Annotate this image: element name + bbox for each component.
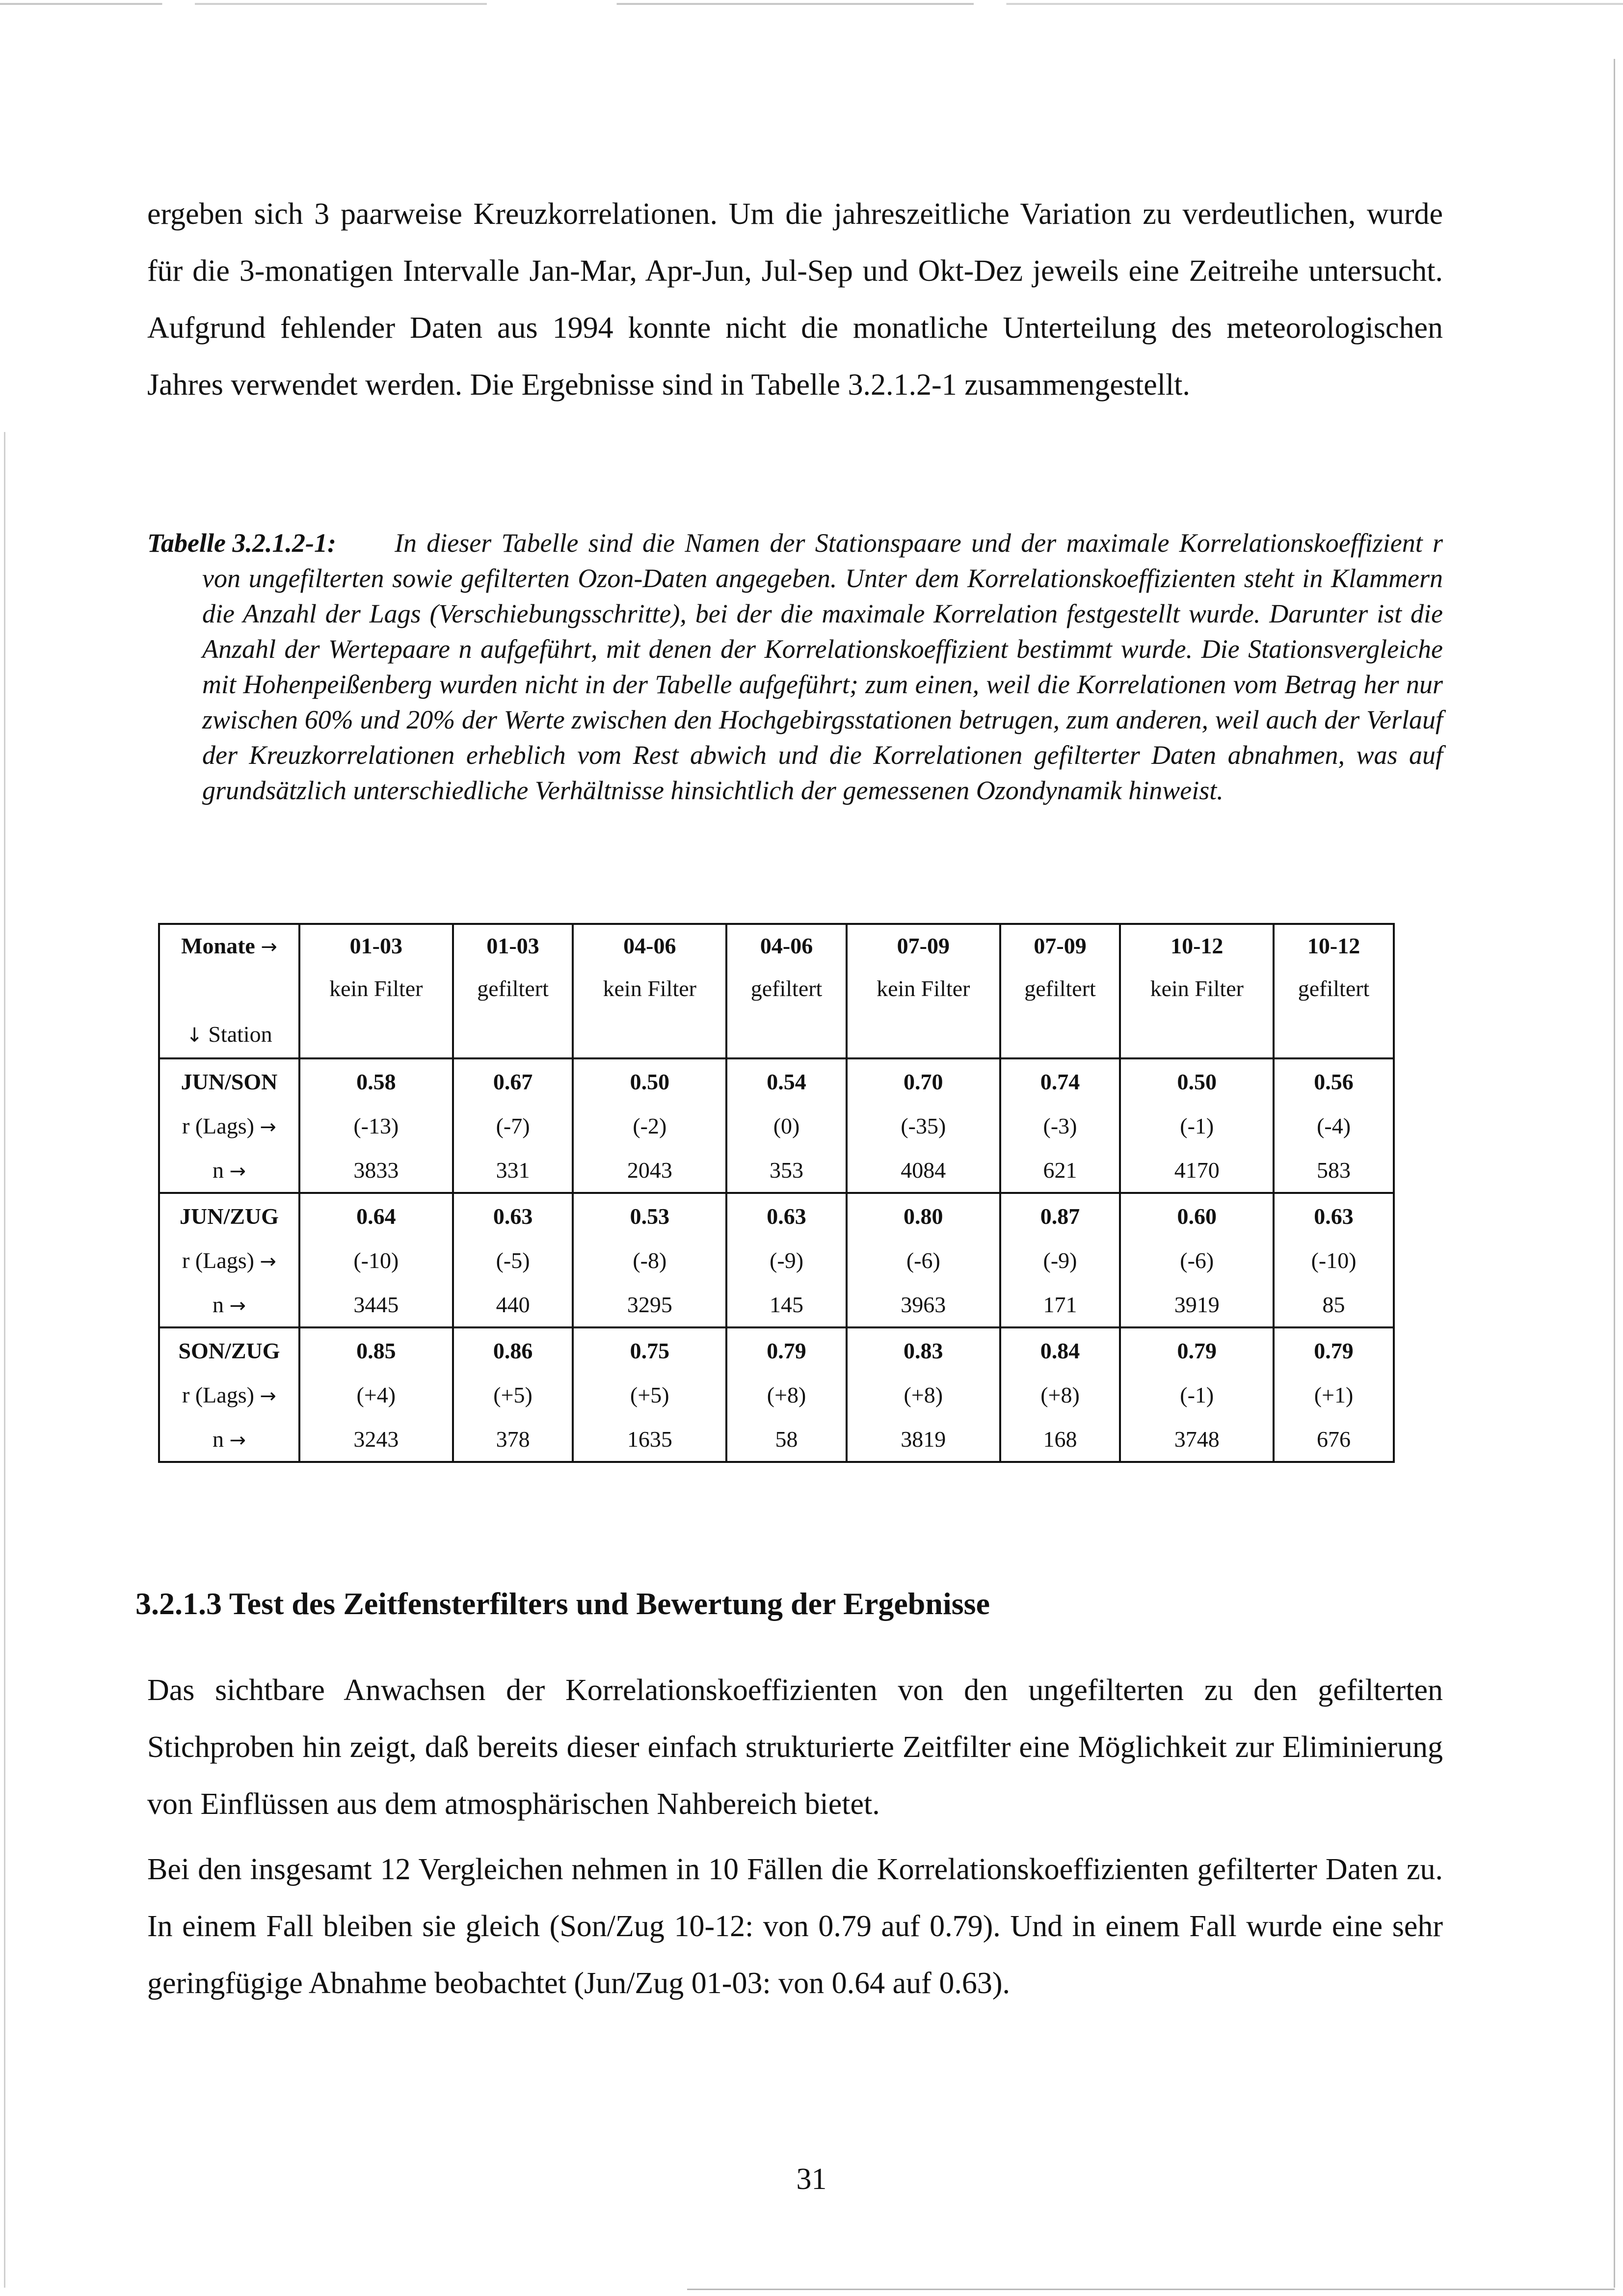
lag-value: (0) xyxy=(726,1104,847,1148)
lag-value: (-6) xyxy=(847,1238,1000,1282)
body-paragraph-1: Das sichtbare Anwachsen der Korrelationskoeffizienten von den ungefilterten zu den gefilterten Stichproben hin zeigt, daß bereits dieser einfach strukturierte Zeitfilter eine Möglichkeit zur Eliminierung von Einflüssen aus dem atmosphärischen Nahbereich bietet. xyxy=(147,1674,1443,1821)
header-filter-7: gefiltert xyxy=(1274,966,1394,1010)
arrow-right-icon: → xyxy=(261,935,277,958)
r-value: 0.75 xyxy=(573,1327,726,1373)
lag-value: (+1) xyxy=(1274,1373,1394,1417)
correlation-table xyxy=(158,923,1395,1463)
r-value: 0.58 xyxy=(299,1058,453,1104)
n-value: 3243 xyxy=(299,1417,453,1462)
n-value: 3295 xyxy=(573,1282,726,1327)
r-value: 0.50 xyxy=(1120,1058,1274,1104)
n-value: 4170 xyxy=(1120,1148,1274,1193)
r-value: 0.70 xyxy=(847,1058,1000,1104)
table-row xyxy=(159,1104,1394,1148)
header-filter-6: kein Filter xyxy=(1120,966,1274,1010)
lag-value: (-9) xyxy=(726,1238,847,1282)
lag-value: (+5) xyxy=(573,1373,726,1417)
lag-value: (-1) xyxy=(1120,1373,1274,1417)
section-heading: 3.2.1.3 Test des Zeitfensterfilters und Bewertung der Ergebnisse xyxy=(135,1586,990,1621)
header-months-0: 01-03 xyxy=(299,924,453,966)
table-header-station-row xyxy=(159,1010,1394,1058)
row-label-n: n → xyxy=(159,1148,299,1193)
n-value: 1635 xyxy=(573,1417,726,1462)
header-blank-5 xyxy=(1000,1010,1120,1058)
r-value: 0.79 xyxy=(1120,1327,1274,1373)
r-value: 0.79 xyxy=(1274,1327,1394,1373)
table-caption-label: Tabelle 3.2.1.2-1: xyxy=(147,528,336,558)
arrow-right-icon: → xyxy=(260,1115,276,1138)
header-filter-3: gefiltert xyxy=(726,966,847,1010)
station-name: SON/ZUG xyxy=(159,1327,299,1373)
arrow-right-icon: → xyxy=(229,1429,246,1452)
lag-value: (-10) xyxy=(1274,1238,1394,1282)
header-blank-7 xyxy=(1274,1010,1394,1058)
lag-value: (-4) xyxy=(1274,1104,1394,1148)
table-row xyxy=(159,1238,1394,1282)
header-months-4: 07-09 xyxy=(847,924,1000,966)
arrow-right-icon: → xyxy=(229,1294,246,1317)
lag-value: (+5) xyxy=(453,1373,573,1417)
lag-value: (-9) xyxy=(1000,1238,1120,1282)
header-blank-2 xyxy=(573,1010,726,1058)
header-filter-0: kein Filter xyxy=(299,966,453,1010)
arrow-down-icon: ↓ xyxy=(186,1024,203,1047)
r-value: 0.67 xyxy=(453,1058,573,1104)
n-value: 2043 xyxy=(573,1148,726,1193)
table-header-filter-row xyxy=(159,966,1394,1010)
n-value: 171 xyxy=(1000,1282,1120,1327)
n-value: 3819 xyxy=(847,1417,1000,1462)
arrow-right-icon: → xyxy=(260,1384,276,1407)
header-months-2: 04-06 xyxy=(573,924,726,966)
r-value: 0.50 xyxy=(573,1058,726,1104)
lag-value: (-1) xyxy=(1120,1104,1274,1148)
header-corner-months: Monate → xyxy=(159,924,299,966)
r-value: 0.87 xyxy=(1000,1193,1120,1238)
r-value: 0.63 xyxy=(726,1193,847,1238)
table-row xyxy=(159,1327,1394,1373)
table-row xyxy=(159,1373,1394,1417)
r-value: 0.86 xyxy=(453,1327,573,1373)
scan-edge-top xyxy=(0,3,1623,5)
correlation-table-body xyxy=(159,924,1394,1462)
lag-value: (+4) xyxy=(299,1373,453,1417)
header-filter-5: gefiltert xyxy=(1000,966,1120,1010)
n-value: 676 xyxy=(1274,1417,1394,1462)
row-label-r: r (Lags) → xyxy=(159,1238,299,1282)
header-months-7: 10-12 xyxy=(1274,924,1394,966)
r-value: 0.64 xyxy=(299,1193,453,1238)
table-caption xyxy=(147,525,1443,808)
n-value: 3963 xyxy=(847,1282,1000,1327)
lag-value: (-3) xyxy=(1000,1104,1120,1148)
r-value: 0.80 xyxy=(847,1193,1000,1238)
n-value: 3919 xyxy=(1120,1282,1274,1327)
r-value: 0.56 xyxy=(1274,1058,1394,1104)
header-corner-station: ↓ Station xyxy=(159,1010,299,1058)
header-filter-1: gefiltert xyxy=(453,966,573,1010)
scan-edge-bottom xyxy=(687,2289,1615,2290)
table-row xyxy=(159,1417,1394,1462)
n-value: 331 xyxy=(453,1148,573,1193)
table-row xyxy=(159,1058,1394,1104)
r-value: 0.63 xyxy=(1274,1193,1394,1238)
arrow-right-icon: → xyxy=(260,1250,276,1273)
r-value: 0.79 xyxy=(726,1327,847,1373)
table-row xyxy=(159,1148,1394,1193)
header-filter-4: kein Filter xyxy=(847,966,1000,1010)
r-value: 0.63 xyxy=(453,1193,573,1238)
row-label-r: r (Lags) → xyxy=(159,1373,299,1417)
header-blank-1 xyxy=(453,1010,573,1058)
header-blank-3 xyxy=(726,1010,847,1058)
table-row xyxy=(159,1282,1394,1327)
station-name: JUN/ZUG xyxy=(159,1193,299,1238)
n-value: 378 xyxy=(453,1417,573,1462)
lag-value: (-7) xyxy=(453,1104,573,1148)
r-value: 0.54 xyxy=(726,1058,847,1104)
lag-value: (-5) xyxy=(453,1238,573,1282)
lag-value: (-6) xyxy=(1120,1238,1274,1282)
body-paragraph-2: Bei den insgesamt 12 Vergleichen nehmen in 10 Fällen die Korrelationskoeffizienten gefilterter Daten zu. In einem Fall bleiben sie gleich (Son/Zug 10-12: von 0.79 auf 0.79). Und in einem Fall wurde eine sehr geringfügige Abnahme beobachtet (Jun/Zug 01-03: von 0.64 auf 0.63). xyxy=(147,1853,1443,2000)
scan-edge-left xyxy=(4,432,5,2288)
lag-value: (-10) xyxy=(299,1238,453,1282)
page-number: 31 xyxy=(796,2162,827,2196)
n-value: 168 xyxy=(1000,1417,1120,1462)
header-filter-2: kein Filter xyxy=(573,966,726,1010)
lag-value: (+8) xyxy=(726,1373,847,1417)
r-value: 0.84 xyxy=(1000,1327,1120,1373)
r-value: 0.83 xyxy=(847,1327,1000,1373)
lag-value: (-2) xyxy=(573,1104,726,1148)
r-value: 0.74 xyxy=(1000,1058,1120,1104)
n-value: 440 xyxy=(453,1282,573,1327)
n-value: 3833 xyxy=(299,1148,453,1193)
header-blank-6 xyxy=(1120,1010,1274,1058)
arrow-right-icon: → xyxy=(229,1160,246,1183)
header-months-5: 07-09 xyxy=(1000,924,1120,966)
header-blank-4 xyxy=(847,1010,1000,1058)
table-header-months-row xyxy=(159,924,1394,966)
n-value: 58 xyxy=(726,1417,847,1462)
n-value: 621 xyxy=(1000,1148,1120,1193)
n-value: 85 xyxy=(1274,1282,1394,1327)
n-value: 3748 xyxy=(1120,1417,1274,1462)
lag-value: (+8) xyxy=(1000,1373,1120,1417)
lag-value: (-35) xyxy=(847,1104,1000,1148)
scan-edge-right xyxy=(1614,59,1615,2288)
lag-value: (-13) xyxy=(299,1104,453,1148)
header-corner-blank xyxy=(159,966,299,1010)
table-caption-text: In dieser Tabelle sind die Namen der Stationspaare und der maximale Korrelationskoeffizient r von ungefilterten sowie gefilterten Ozon-Daten angegeben. Unter dem Korrelationskoeffizienten steht in Klammern die Anzahl der Lags (Verschiebungsschritte), bei der die maximale Korrelation festgestellt wurde. Darunter ist die Anzahl der Wertepaare n aufgeführt, mit denen der Korrelationskoeffizient bestimmt wurde. Die Stationsvergleiche mit Hohenpeißenberg wurden nicht in der Tabelle aufgeführt; zum einen, weil die Korrelationen vom Betrag her nur zwischen 60% und 20% der Werte zwischen den Hochgebirgsstationen betrugen, zum anderen, weil auch der Verlauf der Kreuzkorrelationen erheblich vom Rest abwich und die Korrelationen gefilterter Daten abnahmen, was auf grundsätzlich unterschiedliche Verhältnisse hinsichtlich der gemessenen Ozondynamik hinweist. xyxy=(202,528,1443,805)
r-value: 0.60 xyxy=(1120,1193,1274,1238)
row-label-n: n → xyxy=(159,1282,299,1327)
intro-paragraph: ergeben sich 3 paarweise Kreuzkorrelationen. Um die jahreszeitliche Variation zu verdeutlichen, wurde für die 3-monatigen Intervalle Jan-Mar, Apr-Jun, Jul-Sep und Okt-Dez jeweils eine Zeitreihe untersucht. Aufgrund fehlender Daten aus 1994 konnte nicht die monatliche Unterteilung des meteorologischen Jahres verwendet werden. Die Ergebnisse sind in Tabelle 3.2.1.2-1 zusammengestellt. xyxy=(147,197,1443,402)
lag-value: (+8) xyxy=(847,1373,1000,1417)
table-row xyxy=(159,1193,1394,1238)
header-blank-0 xyxy=(299,1010,453,1058)
station-name: JUN/SON xyxy=(159,1058,299,1104)
header-months-3: 04-06 xyxy=(726,924,847,966)
header-months-6: 10-12 xyxy=(1120,924,1274,966)
n-value: 583 xyxy=(1274,1148,1394,1193)
header-months-1: 01-03 xyxy=(453,924,573,966)
row-label-r: r (Lags) → xyxy=(159,1104,299,1148)
n-value: 353 xyxy=(726,1148,847,1193)
lag-value: (-8) xyxy=(573,1238,726,1282)
r-value: 0.53 xyxy=(573,1193,726,1238)
n-value: 4084 xyxy=(847,1148,1000,1193)
r-value: 0.85 xyxy=(299,1327,453,1373)
n-value: 145 xyxy=(726,1282,847,1327)
n-value: 3445 xyxy=(299,1282,453,1327)
row-label-n: n → xyxy=(159,1417,299,1462)
